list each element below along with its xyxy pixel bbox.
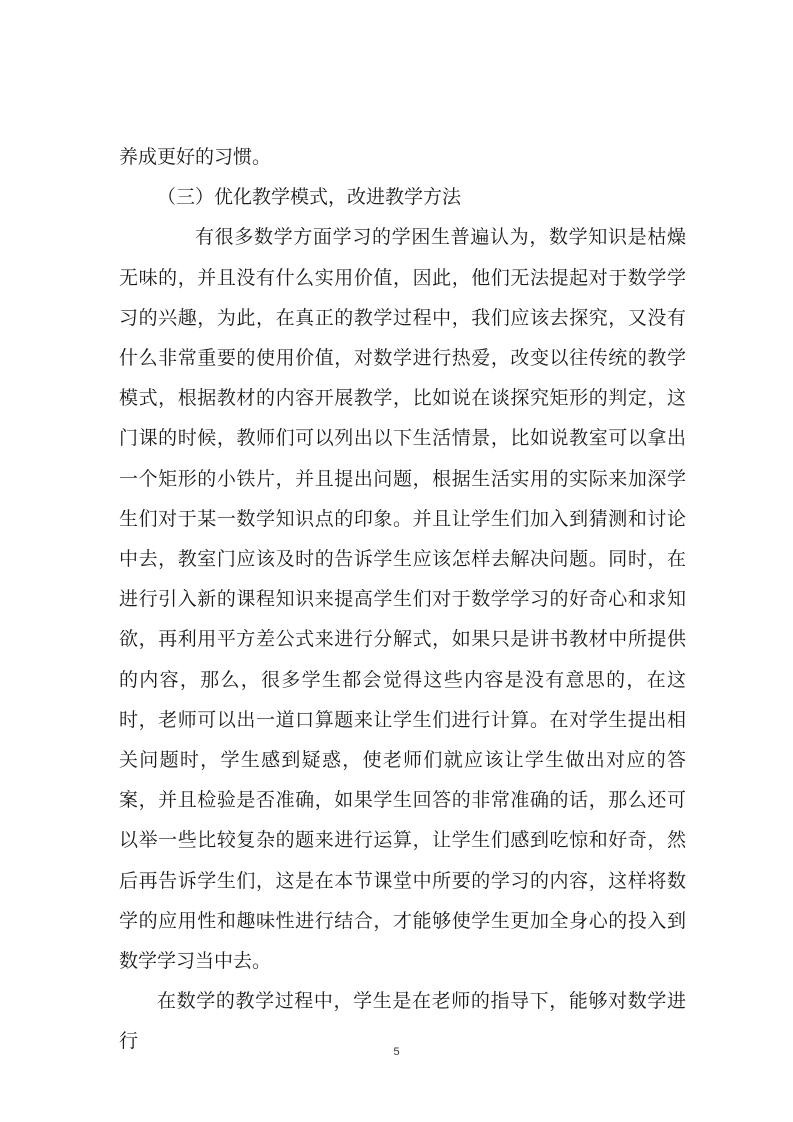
paragraph-continuation: 养成更好的习惯。 (119, 146, 272, 168)
paragraph-main: 有很多数学方面学习的学困生普遍认为，数学知识是枯燥无味的，并且没有什么实用价值，因此，他们无法提起对于数学学习的兴趣，为此，在真正的教学过程中，我们应该去探究，又没有什么非常重要的使用价值，对数学进行热爱，改变以往传统的教学模式，根据教材的内容开展教学，比如说在谈探究矩形的判定，这门课的时候，教师们可以列出以下生活情景，比如说教室可以拿出一个矩形的小铁片，并且提出问题，根据生活实用的实际来加深学生们对于某一数学知识点的印象。并且让学生们加入到猜测和讨论中去，教室门应该及时的告诉学生应该怎样去解决问题。同时，在进行引入新的课程知识来提高学生们对于数学学习的好奇心和求知欲，再利用平方差公式来进行分解式，如果只是讲书教材中所提供的内容，那么，很多学生都会觉得这些内容是没有意思的，在这时，老师可以出一道口算题来让学生们进行计算。在对学生提出相关问题时，学生感到疑惑，使老师们就应该让学生做出对应的答案，并且检验是否准确，如果学生回答的非常准确的话，那么还可以举一些比较复杂的题来进行运算，让学生们感到吃惊和好奇，然后再告诉学生们，这是在本节课堂中所要的学习的内容，这样将数学的应用性和趣味性进行结合，才能够使学生更加全身心的投入到数学学习当中去。 (119, 226, 686, 973)
page-number: 5 (393, 1046, 400, 1058)
body-text (119, 137, 686, 1062)
section-heading: （三）优化教学模式，改进教学方法 (157, 186, 462, 209)
paragraph-next: 在数学的教学过程中，学生是在老师的指导下，能够对数学进行 (119, 990, 686, 1053)
